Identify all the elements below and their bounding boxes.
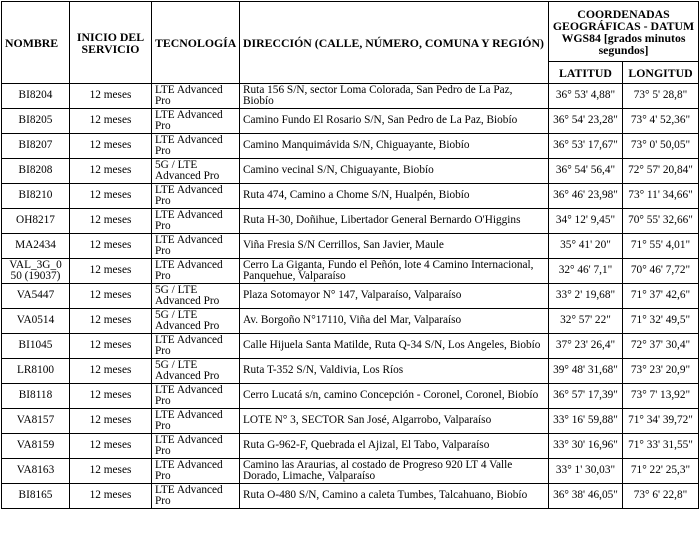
cell-name: OH8217 xyxy=(2,209,70,234)
table-row xyxy=(2,484,699,509)
cell-tech: LTE Advanced Pro xyxy=(152,134,240,159)
cell-name: VA0514 xyxy=(2,309,70,334)
cell-start: 12 meses xyxy=(70,434,152,459)
cell-tech: LTE Advanced Pro xyxy=(152,209,240,234)
table-row xyxy=(2,309,699,334)
cell-latitude: 37° 23' 26,4" xyxy=(549,334,623,359)
header-latitude: LATITUD xyxy=(549,62,623,84)
header-name: NOMBRE xyxy=(2,2,70,84)
cell-tech: LTE Advanced Pro xyxy=(152,234,240,259)
cell-address: Cerro La Giganta, Fundo el Peñón, lote 4 Camino Internacional, Panquehue, Valparaíso xyxy=(240,259,549,284)
cell-latitude: 36° 54' 23,28" xyxy=(549,109,623,134)
cell-name: VA8163 xyxy=(2,459,70,484)
cell-latitude: 36° 46' 23,98" xyxy=(549,184,623,209)
header-coordinates: COORDENADAS GEOGRÁFICAS - DATUM WGS84 [grados minutos segundos] xyxy=(549,2,699,62)
table-row xyxy=(2,209,699,234)
cell-tech: LTE Advanced Pro xyxy=(152,409,240,434)
header-longitude: LONGITUD xyxy=(623,62,699,84)
cell-longitude: 71° 34' 39,72" xyxy=(623,409,699,434)
cell-address: Viña Fresia S/N Cerrillos, San Javier, Maule xyxy=(240,234,549,259)
cell-address: Cerro Lucatá s/n, camino Concepción - Coronel, Coronel, Biobío xyxy=(240,384,549,409)
cell-longitude: 71° 33' 31,55" xyxy=(623,434,699,459)
cell-longitude: 73° 7' 13,92" xyxy=(623,384,699,409)
cell-tech: LTE Advanced Pro xyxy=(152,184,240,209)
cell-tech: LTE Advanced Pro xyxy=(152,109,240,134)
cell-tech: LTE Advanced Pro xyxy=(152,84,240,109)
cell-start: 12 meses xyxy=(70,234,152,259)
cell-start: 12 meses xyxy=(70,159,152,184)
cell-longitude: 72° 57' 20,84" xyxy=(623,159,699,184)
cell-start: 12 meses xyxy=(70,259,152,284)
cell-latitude: 39° 48' 31,68" xyxy=(549,359,623,384)
cell-address: Ruta O-480 S/N, Camino a caleta Tumbes, Talcahuano, Biobío xyxy=(240,484,549,509)
cell-address: Calle Hijuela Santa Matilde, Ruta Q-34 S/N, Los Angeles, Biobío xyxy=(240,334,549,359)
cell-address: Ruta T-352 S/N, Valdivia, Los Ríos xyxy=(240,359,549,384)
cell-name: VAL_3G_0 50 (19037) xyxy=(2,259,70,284)
table-row xyxy=(2,334,699,359)
table-row xyxy=(2,134,699,159)
cell-start: 12 meses xyxy=(70,359,152,384)
cell-tech: LTE Advanced Pro xyxy=(152,459,240,484)
cell-latitude: 32° 57' 22" xyxy=(549,309,623,334)
cell-tech: LTE Advanced Pro xyxy=(152,484,240,509)
cell-address: Ruta 156 S/N, sector Loma Colorada, San Pedro de La Paz, Biobío xyxy=(240,84,549,109)
header-tech: TECNOLOGÍA xyxy=(152,2,240,84)
cell-longitude: 70° 46' 7,72" xyxy=(623,259,699,284)
cell-start: 12 meses xyxy=(70,184,152,209)
cell-longitude: 73° 5' 28,8" xyxy=(623,84,699,109)
cell-name: BI8165 xyxy=(2,484,70,509)
cell-longitude: 73° 6' 22,8" xyxy=(623,484,699,509)
cell-latitude: 36° 57' 17,39" xyxy=(549,384,623,409)
cell-start: 12 meses xyxy=(70,459,152,484)
cell-name: BI8207 xyxy=(2,134,70,159)
table-row xyxy=(2,159,699,184)
cell-name: BI8208 xyxy=(2,159,70,184)
table-row xyxy=(2,234,699,259)
table-row xyxy=(2,359,699,384)
cell-address: Ruta G-962-F, Quebrada el Ajizal, El Tabo, Valparaíso xyxy=(240,434,549,459)
cell-longitude: 71° 32' 49,5" xyxy=(623,309,699,334)
cell-longitude: 71° 37' 42,6" xyxy=(623,284,699,309)
table-row xyxy=(2,109,699,134)
table-row xyxy=(2,384,699,409)
cell-longitude: 73° 11' 34,66" xyxy=(623,184,699,209)
cell-latitude: 33° 30' 16,96" xyxy=(549,434,623,459)
cell-start: 12 meses xyxy=(70,309,152,334)
header-address: DIRECCIÓN (CALLE, NÚMERO, COMUNA Y REGIÓN) xyxy=(240,2,549,84)
cell-start: 12 meses xyxy=(70,409,152,434)
cell-longitude: 71° 22' 25,3" xyxy=(623,459,699,484)
cell-tech: LTE Advanced Pro xyxy=(152,334,240,359)
cell-address: Camino las Araurias, al costado de Progreso 920 LT 4 Valle Dorado, Limache, Valparaíso xyxy=(240,459,549,484)
cell-tech: 5G / LTE Advanced Pro xyxy=(152,359,240,384)
cell-latitude: 34° 12' 9,45" xyxy=(549,209,623,234)
cell-start: 12 meses xyxy=(70,334,152,359)
cell-latitude: 36° 54' 56,4" xyxy=(549,159,623,184)
cell-longitude: 71° 55' 4,01" xyxy=(623,234,699,259)
cell-longitude: 73° 0' 50,05" xyxy=(623,134,699,159)
cell-latitude: 36° 38' 46,05" xyxy=(549,484,623,509)
table-row xyxy=(2,284,699,309)
cell-latitude: 35° 41' 20" xyxy=(549,234,623,259)
cell-tech: LTE Advanced Pro xyxy=(152,259,240,284)
cell-longitude: 73° 4' 52,36" xyxy=(623,109,699,134)
cell-start: 12 meses xyxy=(70,209,152,234)
cell-start: 12 meses xyxy=(70,109,152,134)
cell-address: Ruta 474, Camino a Chome S/N, Hualpén, Biobío xyxy=(240,184,549,209)
antenna-sites-table xyxy=(1,1,699,509)
cell-name: BI1045 xyxy=(2,334,70,359)
cell-name: BI8118 xyxy=(2,384,70,409)
table-row xyxy=(2,409,699,434)
cell-start: 12 meses xyxy=(70,84,152,109)
cell-start: 12 meses xyxy=(70,134,152,159)
cell-address: Camino Manquimávida S/N, Chiguayante, Biobío xyxy=(240,134,549,159)
cell-tech: 5G / LTE Advanced Pro xyxy=(152,284,240,309)
cell-latitude: 33° 1' 30,03" xyxy=(549,459,623,484)
cell-tech: 5G / LTE Advanced Pro xyxy=(152,309,240,334)
cell-address: Av. Borgoño N°17110, Viña del Mar, Valparaíso xyxy=(240,309,549,334)
cell-tech: LTE Advanced Pro xyxy=(152,434,240,459)
cell-address: Camino vecinal S/N, Chiguayante, Biobío xyxy=(240,159,549,184)
cell-latitude: 36° 53' 17,67" xyxy=(549,134,623,159)
cell-name: VA8157 xyxy=(2,409,70,434)
cell-name: VA5447 xyxy=(2,284,70,309)
table-row xyxy=(2,459,699,484)
cell-name: BI8210 xyxy=(2,184,70,209)
cell-name: MA2434 xyxy=(2,234,70,259)
cell-longitude: 73° 23' 20,9" xyxy=(623,359,699,384)
cell-start: 12 meses xyxy=(70,284,152,309)
table-row xyxy=(2,434,699,459)
cell-name: LR8100 xyxy=(2,359,70,384)
cell-latitude: 32° 46' 7,1" xyxy=(549,259,623,284)
cell-longitude: 70° 55' 32,66" xyxy=(623,209,699,234)
cell-address: LOTE N° 3, SECTOR San José, Algarrobo, Valparaíso xyxy=(240,409,549,434)
cell-latitude: 33° 2' 19,68" xyxy=(549,284,623,309)
cell-longitude: 72° 37' 30,4" xyxy=(623,334,699,359)
cell-address: Plaza Sotomayor N° 147, Valparaíso, Valparaíso xyxy=(240,284,549,309)
cell-tech: 5G / LTE Advanced Pro xyxy=(152,159,240,184)
cell-address: Camino Fundo El Rosario S/N, San Pedro de La Paz, Biobío xyxy=(240,109,549,134)
table-row xyxy=(2,84,699,109)
cell-start: 12 meses xyxy=(70,384,152,409)
cell-address: Ruta H-30, Doñihue, Libertador General Bernardo O'Higgins xyxy=(240,209,549,234)
cell-name: BI8204 xyxy=(2,84,70,109)
table-row xyxy=(2,259,699,284)
cell-tech: LTE Advanced Pro xyxy=(152,384,240,409)
cell-name: VA8159 xyxy=(2,434,70,459)
header-start: INICIO DEL SERVICIO xyxy=(70,2,152,84)
cell-start: 12 meses xyxy=(70,484,152,509)
table-row xyxy=(2,184,699,209)
cell-latitude: 33° 16' 59,88" xyxy=(549,409,623,434)
cell-name: BI8205 xyxy=(2,109,70,134)
cell-latitude: 36° 53' 4,88" xyxy=(549,84,623,109)
